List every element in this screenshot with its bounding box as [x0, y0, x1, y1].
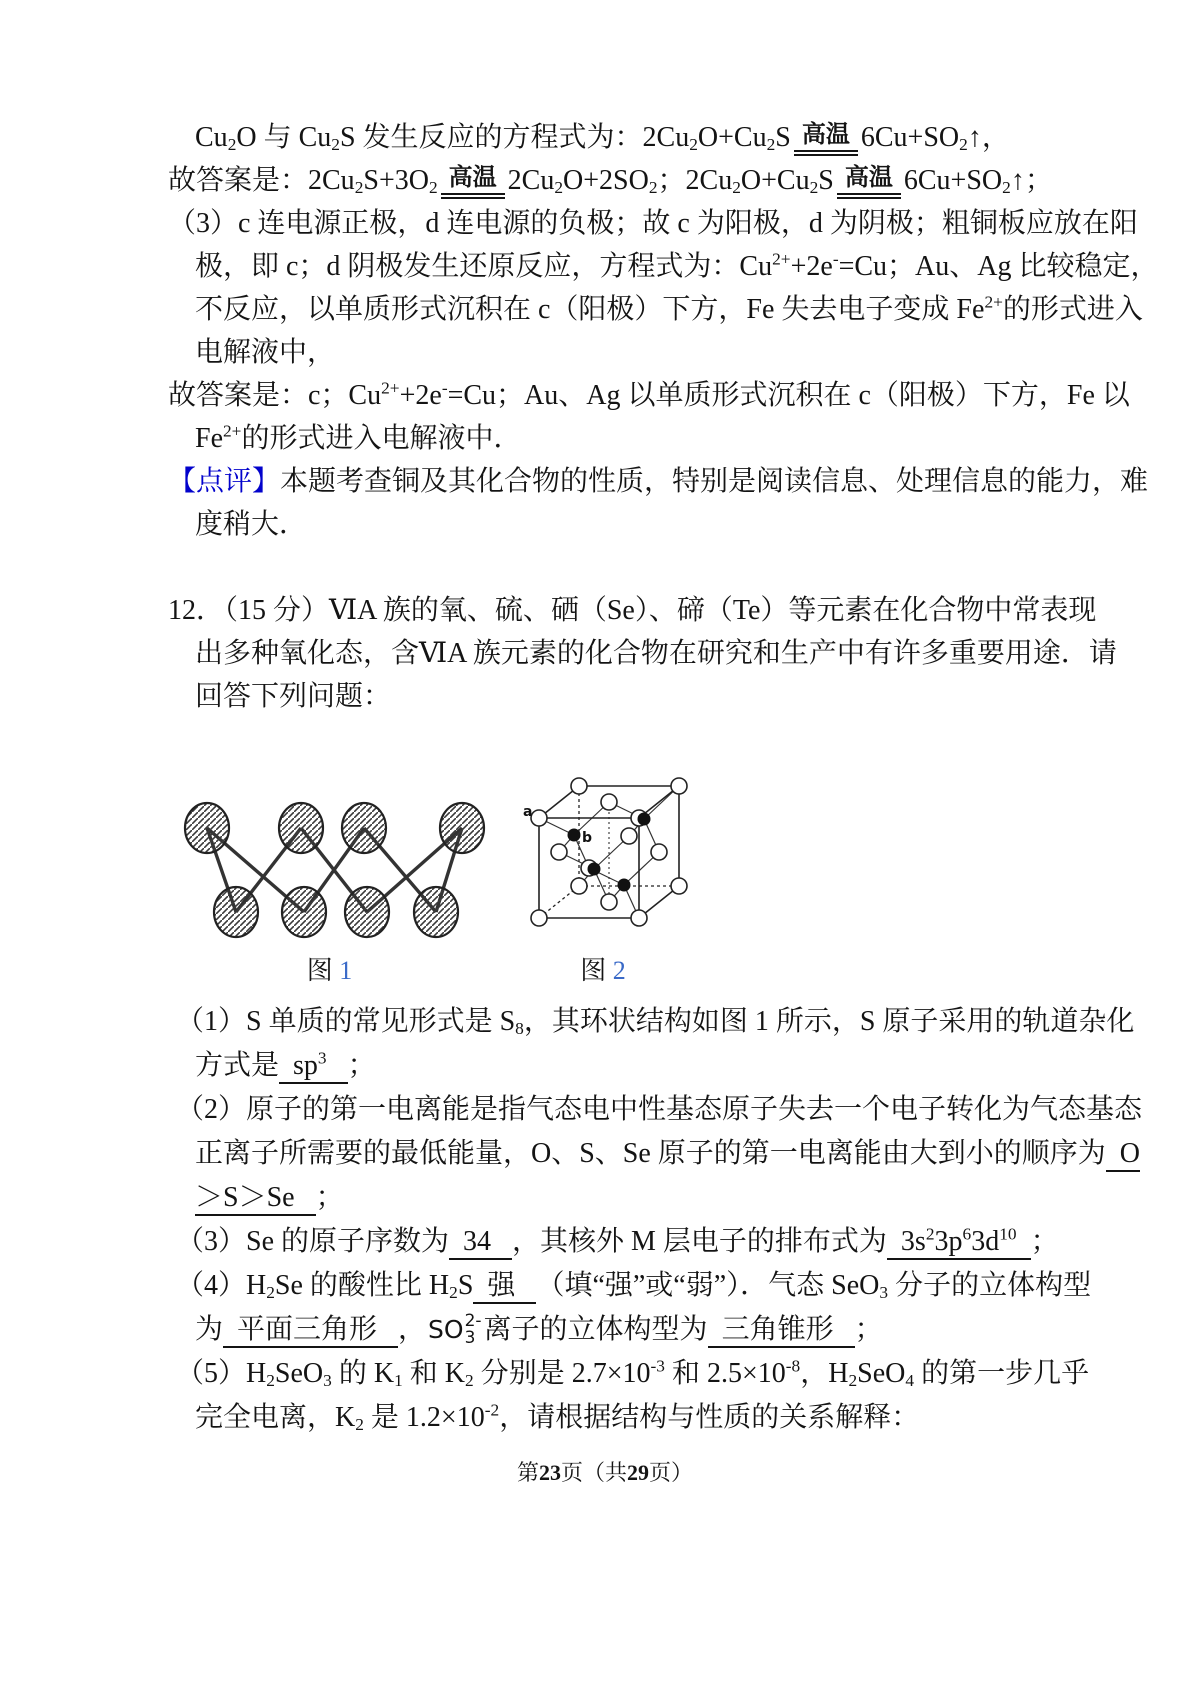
text-line [195, 1132, 1141, 1176]
lattice-atom-white [621, 828, 637, 844]
text-segment: O+2SO [563, 165, 649, 196]
text-segment: 的形式进入电解液中． [241, 423, 522, 454]
text-segment: ， [398, 1314, 427, 1345]
text-segment: sp [279, 1050, 318, 1081]
text-segment: 方式是 [195, 1050, 280, 1081]
text-segment: 电解液中， [195, 337, 336, 368]
text-segment: - [441, 378, 448, 398]
text-line [176, 1000, 1135, 1044]
text-segment: 3 [323, 1370, 332, 1390]
reaction-condition-text: 高温 [794, 123, 858, 156]
text-segment: 度稍大． [195, 509, 308, 540]
text-line [176, 1264, 1092, 1308]
figures-row [162, 740, 1062, 986]
sulfur-atom [440, 803, 484, 853]
text-segment: 23 [538, 1460, 561, 1485]
text-segment: 强 [473, 1270, 537, 1301]
reaction-condition [441, 166, 505, 199]
lattice-atom-white [671, 778, 687, 794]
text-line [195, 331, 1062, 374]
text-segment: 4 [905, 1370, 915, 1390]
lattice-atom-black [568, 829, 581, 842]
text-segment: =Cu；Au、Ag 比较稳定， [838, 251, 1159, 282]
text-segment: 3 [317, 1048, 327, 1068]
question-12-subquestions [148, 1000, 1143, 1440]
lattice-atom-white [551, 844, 567, 860]
text-segment: 3s [886, 1226, 926, 1257]
answer-underline [223, 1314, 398, 1348]
reaction-condition-text: 高温 [837, 166, 901, 199]
text-segment: ； [315, 1182, 344, 1213]
text-segment: 完全电离，K [195, 1402, 356, 1433]
text-segment: 34 [449, 1226, 513, 1257]
text-segment: 极，即 c；d 阴极发生还原反应，方程式为：Cu [195, 251, 773, 282]
lattice-atom-white [571, 878, 587, 894]
solution-text-block [148, 116, 1159, 718]
text-line [195, 245, 1159, 288]
text-segment: 1 [394, 1370, 403, 1390]
text-segment: （4）H [176, 1270, 267, 1301]
text-segment: 2 [925, 1224, 935, 1244]
text-segment: SeO [274, 1358, 324, 1389]
text-segment: 2 [266, 1282, 275, 1302]
text-line [176, 1220, 1062, 1264]
text-line [168, 159, 1062, 202]
text-line [195, 417, 1062, 460]
text-segment: 1 [339, 956, 353, 985]
text-segment: 分子的立体构型 [888, 1270, 1092, 1301]
lattice-atom-white [671, 878, 687, 894]
text-segment: 6 [962, 1224, 972, 1244]
lattice-atom-black [588, 863, 601, 876]
text-segment: S 发生反应的方程式为：2Cu [339, 122, 690, 153]
text-segment: 2 [465, 1370, 474, 1390]
lattice-atom-white [631, 910, 647, 926]
text-segment: ，其核外 M 层电子的排布式为 [512, 1226, 887, 1257]
text-segment: S [457, 1270, 474, 1301]
text-segment: 3 [879, 1282, 889, 1302]
text-line [168, 202, 1138, 245]
text-segment: 故答案是：c；Cu [168, 380, 382, 411]
text-segment: SeO [857, 1358, 906, 1389]
lattice-atom-white [601, 894, 617, 910]
text-line [195, 675, 1062, 718]
text-segment: Se 的酸性比 H [274, 1270, 450, 1301]
text-segment: 2 [809, 177, 819, 197]
answer-underline [708, 1314, 855, 1348]
text-segment: ； [854, 1314, 883, 1345]
text-line [195, 1396, 1062, 1440]
text-segment: 2 [355, 1414, 364, 1434]
text-segment: 2 [266, 1370, 275, 1390]
text-segment: 回答下列问题： [195, 681, 392, 712]
text-segment: （填“强”或“弱”）．气态 SeO [536, 1270, 880, 1301]
text-segment: 的第一步几乎 [914, 1358, 1090, 1389]
text-segment: O [1105, 1138, 1141, 1169]
reaction-condition [837, 166, 901, 199]
text-segment: 2 [449, 1282, 458, 1302]
text-segment: ↑； [1010, 165, 1053, 196]
text-segment: 2 [648, 177, 658, 197]
text-segment: -3 [650, 1356, 665, 1376]
text-segment: 和 K [402, 1358, 465, 1389]
text-segment: （3）c 连电源正极，d 连电源的负极；故 c 为阳极，d 为阴极；粗铜板应放在阳 [168, 208, 1138, 239]
text-segment: ↑， [967, 122, 1010, 153]
text-line [195, 1308, 1062, 1352]
text-segment: 3p [934, 1226, 963, 1257]
text-segment: 2+ [381, 378, 400, 398]
text-segment: +2e [790, 251, 833, 282]
text-segment: O 与 Cu [236, 122, 332, 153]
reaction-condition [794, 123, 858, 156]
text-line [168, 374, 1130, 417]
text-segment: S [775, 122, 791, 153]
figure-2-caption [580, 956, 626, 986]
text-segment: ，H [800, 1358, 849, 1389]
text-segment: ； [347, 1050, 376, 1081]
text-line [195, 503, 1062, 546]
text-segment: 2 [331, 134, 340, 154]
sulfur-atom [342, 803, 386, 853]
text-segment: 平面三角形 [223, 1314, 399, 1345]
text-segment: 2 [959, 134, 968, 154]
figure-s8-ring-structure [162, 788, 497, 940]
figure-unit-cell [517, 740, 689, 940]
text-line [176, 1352, 1090, 1396]
figure-2-block [517, 740, 689, 986]
answer-underline [1106, 1138, 1140, 1172]
text-segment: - [832, 249, 839, 269]
text-segment: （5）H [176, 1358, 267, 1389]
text-segment: 是 1.2×10 [363, 1402, 485, 1433]
text-segment: 的 K [331, 1358, 395, 1389]
ion-formula-stack: SO 2- 3 [428, 1311, 482, 1348]
text-line [195, 1176, 1062, 1220]
figure-1-block [162, 788, 497, 986]
answer-underline [473, 1270, 536, 1304]
text-segment: Fe [195, 423, 223, 454]
unit-cell-label-b: b [582, 830, 593, 846]
text-segment: 页（共 [560, 1460, 627, 1485]
answer-underline [195, 1182, 316, 1216]
page-number [148, 1460, 1062, 1486]
lattice-atom-white [531, 910, 547, 926]
lattice-atom-white [651, 844, 667, 860]
figure-1-caption [307, 956, 353, 986]
lattice-atom-white [571, 778, 587, 794]
text-segment: 12．（15 分）ⅥA 族的氧、硫、硒（Se）、碲（Te）等元素在化合物中常表现 [168, 595, 1097, 626]
text-segment: 10 [999, 1224, 1017, 1244]
answer-underline [279, 1050, 348, 1084]
lattice-atom-white [601, 794, 617, 810]
text-segment: 2 [428, 177, 438, 197]
text-segment: 2 [732, 177, 741, 197]
text-segment: 2 [554, 177, 564, 197]
text-segment: 图 [306, 956, 340, 985]
sulfur-atom [185, 803, 229, 853]
sulfur-atom [279, 803, 323, 853]
text-segment: Cu [195, 122, 228, 153]
text-segment [1017, 1226, 1031, 1257]
text-segment: 本题考查铜及其化合物的性质，特别是阅读信息、处理信息的能力，难 [280, 466, 1149, 497]
text-line [195, 116, 1062, 159]
text-segment: 2Cu [507, 165, 555, 196]
text-segment: 分别是 2.7×10 [473, 1358, 651, 1389]
text-segment: 3d [971, 1226, 1000, 1257]
text-segment: ； [1030, 1226, 1059, 1257]
text-segment: 2 [766, 134, 776, 154]
text-segment: 6Cu+SO [860, 122, 960, 153]
sulfur-atom [214, 887, 258, 937]
text-segment: =Cu；Au、Ag 以单质形式沉积在 c（阳极）下方，Fe 以 [447, 380, 1130, 411]
text-segment [327, 1050, 348, 1081]
text-segment: 2 [848, 1370, 858, 1390]
text-segment: ＞S＞Se [195, 1182, 316, 1213]
text-segment: -2 [484, 1400, 500, 1420]
text-segment: （3）Se 的原子序数为 [176, 1226, 450, 1257]
lattice-atom-black [618, 879, 631, 892]
text-segment: 2+ [223, 421, 242, 441]
text-segment: 【点评】 [168, 466, 281, 497]
text-line [176, 1088, 1143, 1132]
text-segment: S [818, 165, 834, 196]
unit-cell-label-a: a [523, 804, 533, 820]
text-segment: 第 [516, 1460, 539, 1485]
text-segment: 不反应，以单质形式沉积在 c（阳极）下方，Fe 失去电子变成 Fe [195, 294, 985, 325]
text-segment: ，请根据结构与性质的关系解释： [499, 1402, 920, 1433]
lattice-atom-white [531, 810, 547, 826]
reaction-condition-text: 高温 [441, 166, 505, 199]
text-segment: （2）原子的第一电离能是指气态电中性基态原子失去一个电子转化为气态基态 [176, 1094, 1143, 1125]
text-segment: +2e [399, 380, 442, 411]
sulfur-atom [414, 887, 458, 937]
text-segment: （1）S 单质的常见形式是 S [176, 1006, 516, 1037]
text-line [195, 1044, 1062, 1088]
text-segment: 2 [1002, 177, 1011, 197]
text-segment: 故答案是：2Cu [168, 165, 355, 196]
text-segment: S+3O [363, 165, 429, 196]
answer-underline [887, 1226, 1031, 1260]
text-line [168, 589, 1097, 632]
text-segment: 出多种氧化态，含ⅥA 族元素的化合物在研究和生产中有许多重要用途．请 [195, 638, 1117, 669]
text-segment: 和 2.5×10 [664, 1358, 786, 1389]
text-segment: O+Cu [740, 165, 810, 196]
text-line [195, 288, 1143, 331]
text-segment: 三角锥形 [707, 1314, 855, 1345]
text-segment: 为 [195, 1314, 224, 1345]
text-segment: 的形式进入 [1002, 294, 1143, 325]
text-segment: 29 [627, 1460, 649, 1485]
answer-underline [449, 1226, 512, 1260]
sulfur-atom [282, 887, 326, 937]
lattice-atom-black [638, 813, 651, 826]
text-segment: 2 [354, 177, 364, 197]
text-segment: ；2Cu [657, 165, 733, 196]
text-segment: 2+ [772, 249, 791, 269]
text-segment: -8 [785, 1356, 801, 1376]
text-segment: 离子的立体构型为 [483, 1314, 708, 1345]
text-segment: 8 [515, 1018, 524, 1038]
text-segment: 页） [649, 1460, 694, 1485]
sulfur-atom [345, 887, 389, 937]
text-segment: 2 [689, 134, 698, 154]
text-segment: 6Cu+SO [903, 165, 1003, 196]
text-segment: O+Cu [697, 122, 767, 153]
text-segment: 2 [227, 134, 237, 154]
text-segment: 图 [580, 956, 613, 985]
text-segment: 正离子所需要的最低能量，O、S、Se 原子的第一电离能由大到小的顺序为 [195, 1138, 1106, 1169]
text-segment: 2 [612, 956, 626, 985]
text-line [195, 632, 1117, 675]
text-segment: ，其环状结构如图 1 所示，S 原子采用的轨道杂化 [523, 1006, 1135, 1037]
text-segment: 2+ [984, 292, 1003, 312]
text-line [168, 460, 1149, 503]
